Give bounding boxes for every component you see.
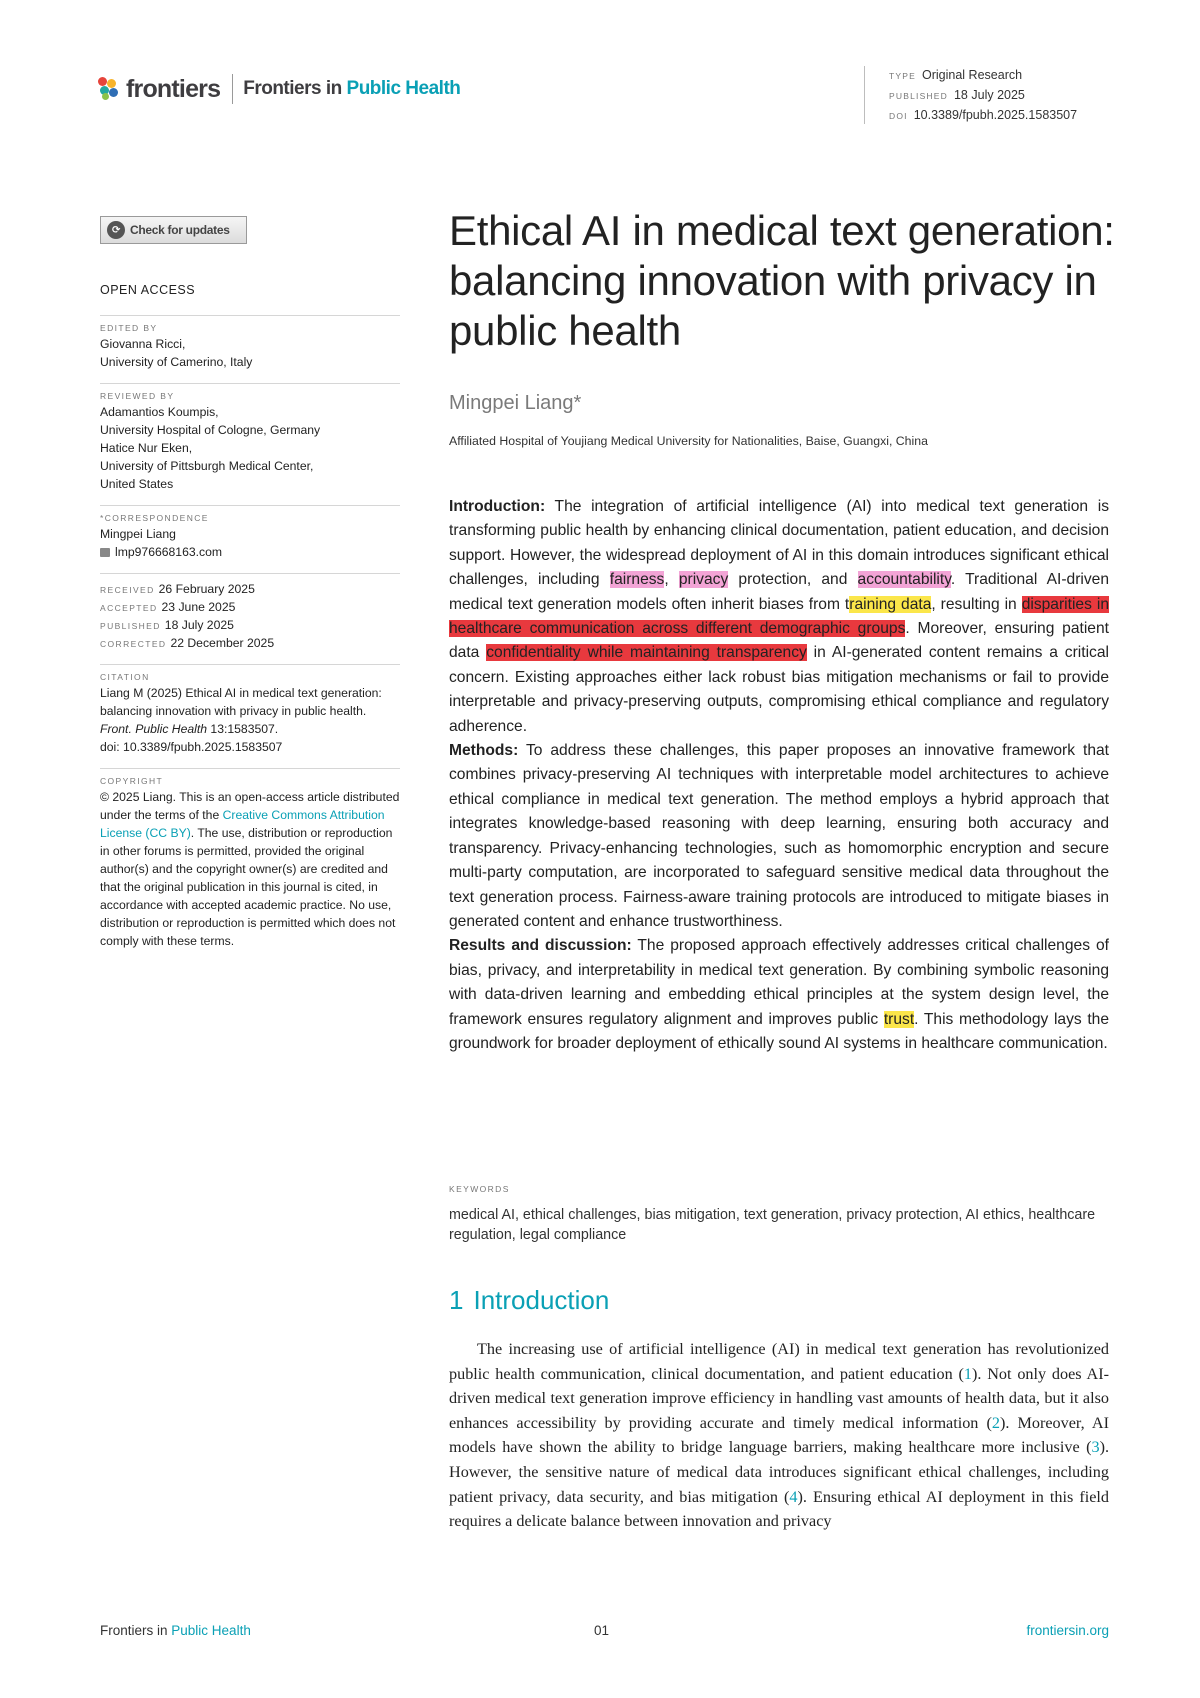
frontiers-logo[interactable] bbox=[98, 74, 460, 104]
author-name[interactable]: Mingpei Liang* bbox=[449, 392, 582, 414]
reference-link[interactable]: 3 bbox=[1091, 1438, 1100, 1457]
reviewed-by-label: REVIEWED BY bbox=[100, 391, 175, 401]
abstract-results: Results and discussion: The proposed approach effectively addresses critical challenges of bias, privacy, and interpretability in medical text generation. By combining symbolic reasoning with data-driven learning and embedding ethical principles at the system design level, the framework ensures regulatory alignment and improves public trust. This methodology lays the groundwork for broader deployment of ethically sound AI systems in healthcare communication. bbox=[449, 937, 1110, 1052]
received-date: RECEIVED 26 February 2025 bbox=[100, 582, 255, 596]
abstract-methods: Methods: To address these challenges, this paper proposes an innovative framework that combines privacy-preserving AI techniques with interpretable model architectures to achieve ethical compliance in medical text generation. The method employs a hybrid approach that integrates knowledge-based reasoning with deep learning, ensuring both accuracy and transparency. Privacy-enhancing technologies, such as homomorphic encryption and secure multi-party computation, are incorporated to safeguard sensitive medical data throughout the text generation process. Fairness-aware training protocols are introduced to mitigate biases in generated content and enhance trustworthiness. bbox=[449, 742, 1109, 930]
reviewer-name: Hatice Nur Eken, bbox=[100, 441, 193, 455]
correspondence-section bbox=[100, 505, 400, 561]
meta-published: PUBLISHED 18 July 2025 bbox=[889, 88, 1025, 102]
reference-link[interactable]: 1 bbox=[963, 1364, 972, 1383]
reviewer-affiliation: University Hospital of Cologne, Germany bbox=[100, 423, 321, 437]
highlight-accountability[interactable]: accountability bbox=[857, 571, 951, 589]
abstract bbox=[449, 495, 1109, 1056]
correspondence-label: *CORRESPONDENCE bbox=[100, 513, 209, 523]
journal-name: Frontiers in Public Health bbox=[243, 78, 461, 99]
highlight-privacy[interactable]: privacy bbox=[678, 571, 729, 589]
reviewer-name: Adamantios Koumpis, bbox=[100, 405, 219, 419]
open-access-label: OPEN ACCESS bbox=[100, 283, 196, 297]
frontiers-logo-icon bbox=[98, 77, 120, 101]
highlight-fairness[interactable]: fairness bbox=[609, 571, 665, 589]
introduction-paragraph: The increasing use of artificial intelligence (AI) in medical text generation has revolutionized public health communication, clinical documentation, and patient education (1). Not only does AI-driven medical text generation improve efficiency in handling vast amounts of health data, but it also enhances accessibility by providing accurate and timely medical information (2). Moreover, AI models have shown the ability to bridge language barriers, making healthcare more inclusive (3). However, the sensitive nature of medical data introduces significant ethical challenges, including patient privacy, data security, and bias mitigation (4). Ensuring ethical AI deployment in this field requires a delicate balance between innovation and privacy bbox=[449, 1340, 1109, 1531]
reviewer-affiliation: United States bbox=[100, 477, 174, 491]
author-affiliation: Affiliated Hospital of Youjiang Medical University for Nationalities, Baise, Guangxi, China bbox=[449, 434, 928, 448]
highlight-training-data[interactable]: raining data bbox=[849, 595, 932, 613]
article-meta bbox=[864, 66, 1077, 124]
copyright-section bbox=[100, 768, 400, 950]
keywords-label: KEYWORDS bbox=[449, 1184, 510, 1194]
highlight-disparities[interactable]: disparities in healthcare communication across different demographic groups bbox=[449, 595, 1109, 638]
citation-label: CITATION bbox=[100, 672, 150, 682]
copyright-text: © 2025 Liang. This is an open-access article distributed under the terms of the Creative Commons Attribution License (CC BY). The use, distribution or reproduction in other forums is permitted, provided the original author(s) and the copyright owner(s) are credited and that the original publication in this journal is cited, in accordance with accepted academic practice. No use, distribution or reproduction is permitted which does not comply with these terms. bbox=[100, 790, 400, 948]
edited-by-section bbox=[100, 315, 400, 371]
reference-link[interactable]: 4 bbox=[789, 1487, 798, 1506]
logo-divider bbox=[232, 74, 233, 104]
cc-by-license-link[interactable]: Creative Commons Attribution License (CC BY) bbox=[100, 808, 385, 840]
corrected-date: CORRECTED 22 December 2025 bbox=[100, 636, 275, 650]
section-heading-introduction: 1 Introduction bbox=[449, 1285, 610, 1315]
frontiers-wordmark: frontiers bbox=[126, 74, 221, 103]
abstract-introduction: Introduction: The integration of artificial intelligence (AI) into medical text generation is transforming public health by enhancing clinical documentation, patient education, and decision support. However, the widespread deployment of AI in this domain introduces significant ethical challenges, including fairness, privacy protection, and accountability. Traditional AI-driven medical text generation models often inherit biases from training data, resulting in disparities in healthcare communication across different demographic groups. Moreover, ensuring patient data confidentiality while maintaining transparency in AI-generated content remains a critical concern. Existing approaches either lack robust bias mitigation mechanisms or fail to provide interpretable and privacy-preserving outputs, compromising ethical compliance and regulatory adherence. bbox=[449, 498, 1109, 735]
highlight-trust[interactable]: trust bbox=[883, 1010, 915, 1028]
footer-site-link[interactable]: frontiersin.org bbox=[1026, 1623, 1109, 1638]
article-title: Ethical AI in medical text generation: balancing innovation with privacy in public health bbox=[449, 207, 1115, 354]
published-date: PUBLISHED 18 July 2025 bbox=[100, 618, 234, 632]
page-number: 01 bbox=[594, 1623, 610, 1638]
check-for-updates-label: Check for updates bbox=[130, 223, 230, 237]
reviewer-affiliation: University of Pittsburgh Medical Center, bbox=[100, 459, 314, 473]
citation-section bbox=[100, 664, 400, 756]
footer-journal: Frontiers in Public Health bbox=[100, 1623, 251, 1638]
update-icon: ⟳ bbox=[107, 221, 125, 239]
citation-text: Liang M (2025) Ethical AI in medical text generation: balancing innovation with privacy in public health. Front. Public Health 13:1583507. doi: 10.3389/fpubh.2025.1583507 bbox=[100, 686, 382, 754]
reference-link[interactable]: 2 bbox=[991, 1413, 1000, 1432]
editor-name: Giovanna Ricci, bbox=[100, 337, 186, 351]
meta-doi[interactable]: DOI 10.3389/fpubh.2025.1583507 bbox=[889, 108, 1078, 122]
reviewed-by-section bbox=[100, 383, 400, 493]
copyright-label: COPYRIGHT bbox=[100, 776, 164, 786]
keywords-list: medical AI, ethical challenges, bias mitigation, text generation, privacy protection, AI ethics, healthcare regulation, legal compliance bbox=[449, 1207, 1096, 1243]
highlight-confidentiality[interactable]: confidentiality while maintaining transparency bbox=[486, 644, 807, 662]
correspondence-name: Mingpei Liang bbox=[100, 527, 176, 541]
meta-type: TYPE Original Research bbox=[889, 68, 1023, 82]
check-for-updates-button[interactable] bbox=[100, 216, 247, 244]
edited-by-label: EDITED BY bbox=[100, 323, 158, 333]
accepted-date: ACCEPTED 23 June 2025 bbox=[100, 600, 236, 614]
dates-section bbox=[100, 573, 400, 652]
correspondence-email[interactable]: lmp976668163.com bbox=[100, 543, 400, 561]
mail-icon bbox=[100, 548, 110, 557]
article-sidebar bbox=[100, 283, 400, 962]
editor-affiliation: University of Camerino, Italy bbox=[100, 355, 253, 369]
